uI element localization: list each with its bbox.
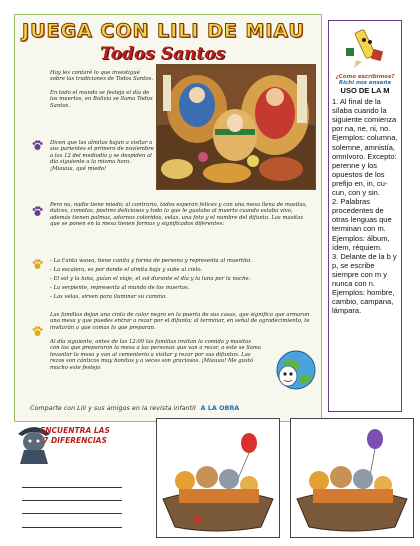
answer-line xyxy=(22,500,122,501)
sidebar-question: ¿Cómo escribimos? xyxy=(335,74,395,80)
article-context: En todo el mundo se festeja el día de los muertos, en Bolivia se llama Todos Santos. xyxy=(50,90,153,109)
brand-logo: A LA OBRA xyxy=(200,404,240,412)
rule-item: 3. Delante de la b y p, se escribe siempre con m y nunca con n. Ejemplos: hombre, cambio, campana, lámpara. xyxy=(332,251,397,316)
share-text: Comparte con Lili y sus amigos en la revista infantil xyxy=(30,404,196,412)
mascot-globe-illustration xyxy=(272,346,316,392)
list-item: - Las velas, sirven para iluminar su camino. xyxy=(50,293,167,300)
altar-photo xyxy=(156,64,316,190)
difference-scene-right[interactable] xyxy=(290,418,414,538)
article-mesa: Pero no, nadie tiene miedo; al contrario, todos esperan felices y con una mesa llena de masitas, dulces, comidas, postres deliciosos y todo lo que le gustaba al muerto cuando estaba vivo, además tienen palmas, adornos coloridos, velas, una foto y el nombre del difunto. Las masitas que se ponen en la mesa tienen formas y significados diferentes: xyxy=(50,202,308,228)
difference-scene-left[interactable] xyxy=(156,418,280,538)
rule-title: USO DE LA M xyxy=(340,86,390,95)
rule-item: 1. Al final de la sílaba cuando la siguiente comienza por na, ne, ni, no. Ejemplos: columna, solemne, amnistía, omnívoro. Excepto: perenne y los opuestos de los prefijo en, in, cu-cun, con y sin. xyxy=(332,97,398,198)
list-item: - El sol y la luna, guían el viaje, el sol durante el día y la luna por la noche. xyxy=(50,275,251,282)
article-despedida: Al día siguiente, antes de las 12:00 las familias invitan la comida y masitas con las que prepararon la mesa a las personas que van a rezar, a este se llama levantar la mesa y van al cementerio a visitar y rezar por sus difuntos. Las rezos son cánticos muy bonitos y a veces son graciosos. ¡Miauuu! Me gustó mucho este festejo xyxy=(50,339,262,371)
article-title: Todos Santos xyxy=(100,44,226,64)
pencil-mascot-illustration xyxy=(342,24,388,70)
rule-item: 2. Palabras procedentes de otras lenguas que terminan con m. Ejemplos: álbum, ídem, réquiem. xyxy=(332,197,392,252)
article-almitas: Dicen que las almitas bajan a visitar a sus parientes el primero de noviembre a las 12 del mediodía y se despiden al día siguiente a la misma hora. ¡Miauuu, qué miedo! xyxy=(50,140,154,172)
article-intro: Hoy les contaré lo que investigué sobre las tradiciones de Todos Santos. xyxy=(50,70,154,83)
paw-print-icon xyxy=(32,202,43,213)
altar-photo-illustration xyxy=(157,65,315,189)
paw-print-icon xyxy=(32,255,43,266)
list-item: - La t'anta wawa, tiene canita y forma de persona y representa al muertito. xyxy=(50,258,252,264)
paw-print-icon xyxy=(32,322,43,333)
sidebar-heading xyxy=(330,74,400,87)
list-item: - La escalera, es por donde el almita baja y sube al cielo. xyxy=(50,266,203,273)
paw-print-icon xyxy=(32,136,43,147)
answer-line xyxy=(22,487,122,488)
list-item: - La serpiente, representa al mundo de los muertos. xyxy=(50,284,190,291)
grammar-rules xyxy=(332,86,398,315)
masitas-list xyxy=(50,258,314,300)
answer-line xyxy=(22,527,122,528)
sidebar-subtitle: Richi nos enseña xyxy=(338,80,392,87)
answer-line xyxy=(22,513,122,514)
article-cinta: Las familias dejan una cinta de color negro en la puerta de sus casas, que significa que armaron una mesa y que puedes entrar a rezar por el difunto; al terminar, en señal de agradecimiento, te invitarán a que comas lo que preparan. xyxy=(50,312,310,331)
share-line xyxy=(30,404,330,412)
masthead-title: JUEGA CON LILI DE MIAU xyxy=(22,20,305,42)
differences-title: ENCUENTRA LAS 7 DIFERENCIAS xyxy=(40,426,110,445)
